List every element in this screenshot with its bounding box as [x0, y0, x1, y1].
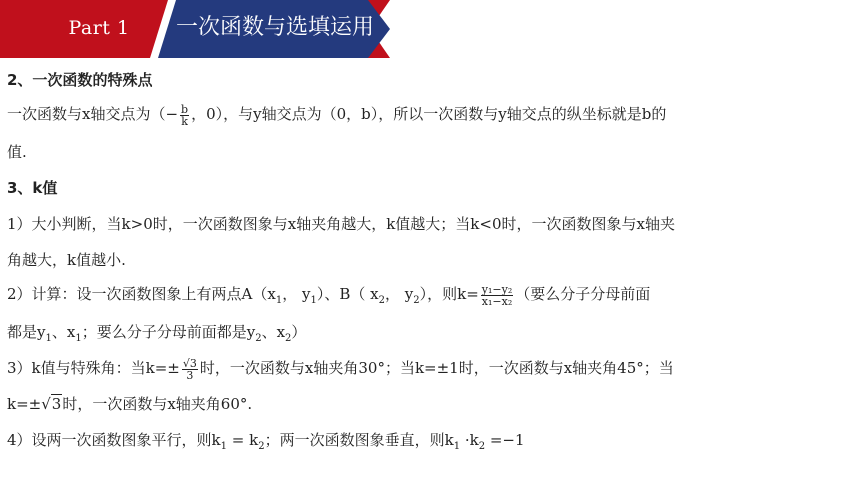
fraction-numerator: b: [181, 102, 189, 116]
text-segment: ·k: [460, 431, 479, 449]
text-segment: ；要么分子分母前面都是y: [81, 323, 256, 341]
text-line-size-judgement: 1）大小判断，当k>0时，一次函数图象与x轴夹角越大，k值越大；当k<0时，一次函数图象与x轴夹: [7, 215, 675, 233]
part-label: Part 1: [68, 17, 130, 39]
subscript: 1: [310, 295, 317, 306]
subscript: 2: [285, 333, 292, 344]
subscript: 1: [45, 333, 52, 344]
section-header: [0, 0, 860, 58]
text-line: k=±√3时，一次函数与x轴夹角60°.: [7, 395, 253, 413]
text-segment: 都是y: [7, 323, 46, 341]
text-segment: ， y: [282, 285, 311, 303]
subscript: 2: [413, 295, 420, 306]
text-line: [7, 320, 306, 351]
subscript: 1: [453, 441, 461, 452]
text-segment: ；两一次函数图象垂直，则k: [264, 431, 454, 449]
text-segment: （要么分子分母前面: [515, 285, 651, 303]
fraction-b-over-k: [180, 104, 189, 127]
sqrt-radicand: 3: [51, 395, 62, 413]
text-segment: ，0），与y轴交点为（0，b），所以一次函数与y轴交点的纵坐标就是b的: [191, 105, 667, 123]
text-segment: 一次函数与x轴交点为（−: [7, 105, 179, 123]
text-segment: 2）计算：设一次函数图象上有两点A（x: [7, 285, 276, 303]
text-segment: 时，一次函数与x轴夹角30°；当k=±1时，一次函数与x轴夹角45°；当: [199, 359, 674, 377]
text-segment: ， y: [384, 285, 414, 303]
text-line-parallel-perpendicular: [7, 428, 525, 459]
fraction-sqrt3-over-3: [182, 358, 198, 381]
text-segment: ）: [291, 323, 307, 341]
text-segment: = k: [227, 431, 259, 449]
subscript: 2: [255, 333, 262, 344]
text-segment: ），则k=: [419, 285, 479, 303]
text-segment: 3）k值与特殊角：当k=±: [7, 359, 180, 377]
subscript: 2: [378, 295, 385, 306]
text-segment: =−1: [485, 431, 525, 449]
heading-special-points: 2、一次函数的特殊点: [7, 71, 153, 89]
fraction-denominator: x₁−x₂: [481, 294, 513, 308]
text-segment: 、x: [261, 323, 286, 341]
fraction-numerator: y₁−y₂: [481, 282, 513, 296]
text-segment: k=±: [7, 395, 42, 413]
text-segment: 4）设两一次函数图象平行，则k: [7, 431, 221, 449]
header-title: 一次函数与选填运用: [176, 15, 375, 40]
subscript: 1: [275, 295, 283, 306]
text-segment: ）、B（ x: [316, 285, 379, 303]
fraction-denominator: k: [181, 114, 188, 128]
subscript: 2: [258, 441, 265, 452]
text-line-calculation: [7, 282, 650, 313]
fraction-numerator: √3: [182, 356, 197, 370]
text-line: 值.: [7, 143, 27, 161]
subscript: 1: [220, 441, 228, 452]
fraction-denominator: 3: [186, 368, 194, 382]
text-line-special-angles: [7, 356, 674, 381]
text-line: 角越大，k值越小.: [7, 251, 126, 269]
text-line-intercepts: [7, 102, 666, 127]
subscript: 2: [478, 441, 486, 452]
fraction-slope-formula: [481, 284, 513, 307]
heading-k-value: 3、k值: [7, 179, 58, 197]
text-segment: 时，一次函数与x轴夹角60°.: [62, 395, 253, 413]
subscript: 1: [75, 333, 82, 344]
text-segment: 、x: [51, 323, 76, 341]
